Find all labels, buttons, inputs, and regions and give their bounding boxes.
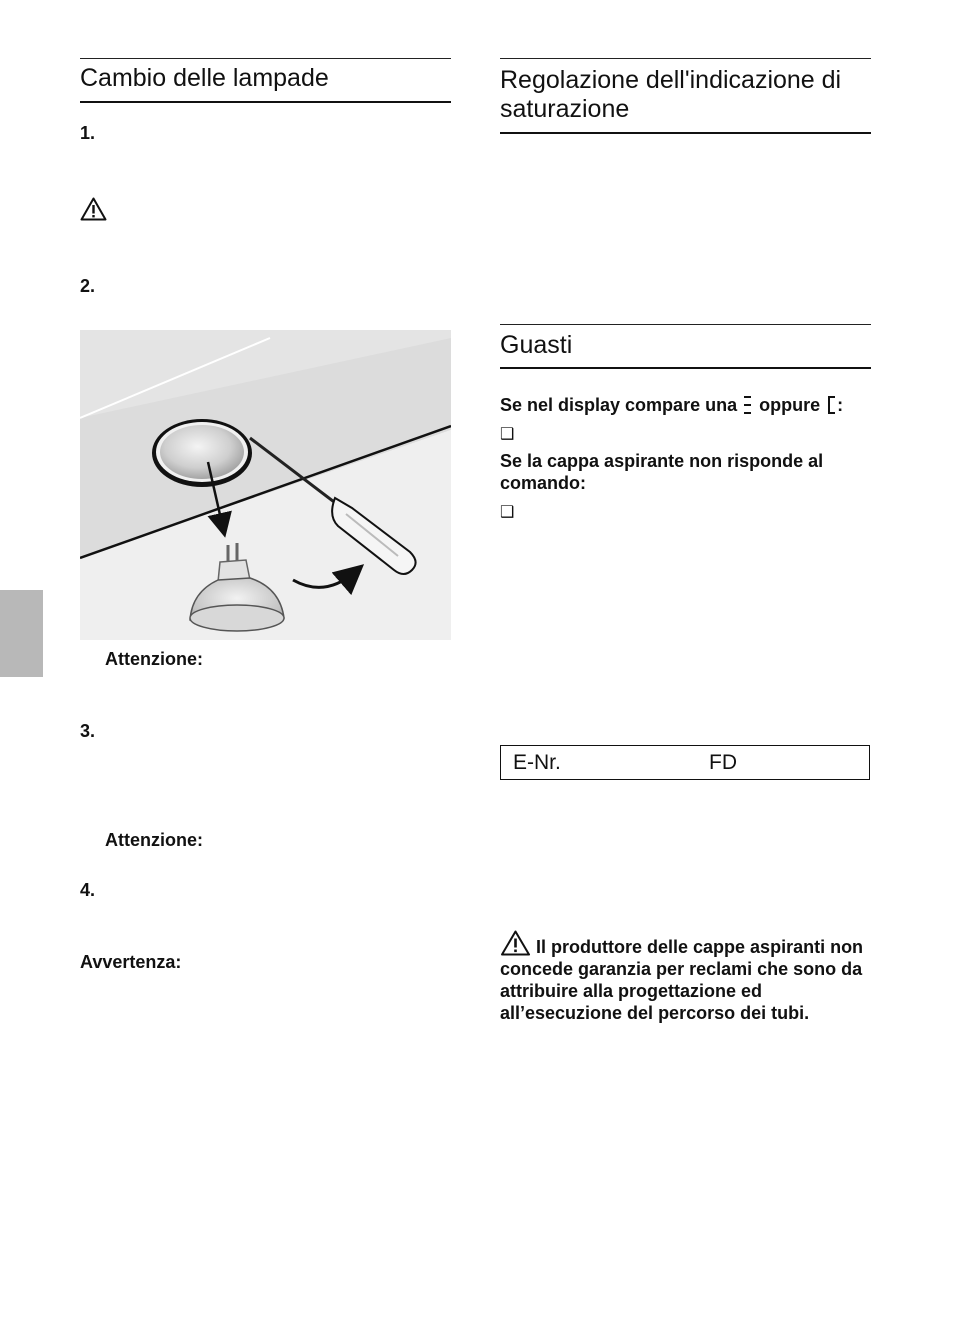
step-4: 4. [80, 880, 96, 900]
rule-under-saturation [500, 132, 871, 134]
rule-under-title-left [80, 101, 451, 103]
attention-label-2: Attenzione: [105, 830, 203, 850]
guarantee-note: Il produttore delle cappe aspiranti non concede garanzia per reclami che sono da attribuire alla progettazione ed all’esecuzione del percorso dei tubi. [500, 937, 864, 1023]
warning-triangle-icon [80, 197, 107, 221]
section-tab [0, 590, 43, 677]
attention-label-1: Attenzione: [105, 649, 203, 669]
warning-triangle-icon [500, 930, 531, 956]
rule-top-faults [500, 324, 871, 325]
fault-display-text-a: Se nel display compare una [500, 395, 738, 415]
checkbox-item-2: ❑ [500, 504, 515, 521]
enr-fd-box [500, 745, 870, 780]
fd-label: FD [709, 751, 737, 774]
section-title-faults: Guasti [500, 331, 573, 359]
display-symbol-c-icon [825, 394, 837, 416]
step-1: 1. [80, 123, 96, 143]
display-symbol-e-icon [742, 394, 754, 416]
enr-label: E-Nr. [513, 751, 561, 774]
fault-display-line [500, 394, 843, 416]
section-title-lamp-change: Cambio delle lampade [80, 64, 329, 92]
step-2: 2. [80, 276, 96, 296]
warning-label: Avvertenza: [80, 952, 182, 972]
checkbox-item-1: ❑ [500, 426, 515, 443]
fault-display-text-b: oppure [759, 395, 821, 415]
rule-under-faults [500, 367, 871, 369]
rule-top-right [500, 58, 871, 59]
rule-top-left [80, 58, 451, 59]
fault-display-text-c: : [837, 395, 844, 415]
fault-no-response: Se la cappa aspirante non risponde al comando: [500, 451, 824, 493]
guarantee-note-block [500, 930, 872, 1024]
section-title-saturation: Regolazione dell'indicazione di saturazione [500, 66, 842, 123]
step-3: 3. [80, 721, 96, 741]
lamp-replacement-illustration [80, 330, 451, 640]
